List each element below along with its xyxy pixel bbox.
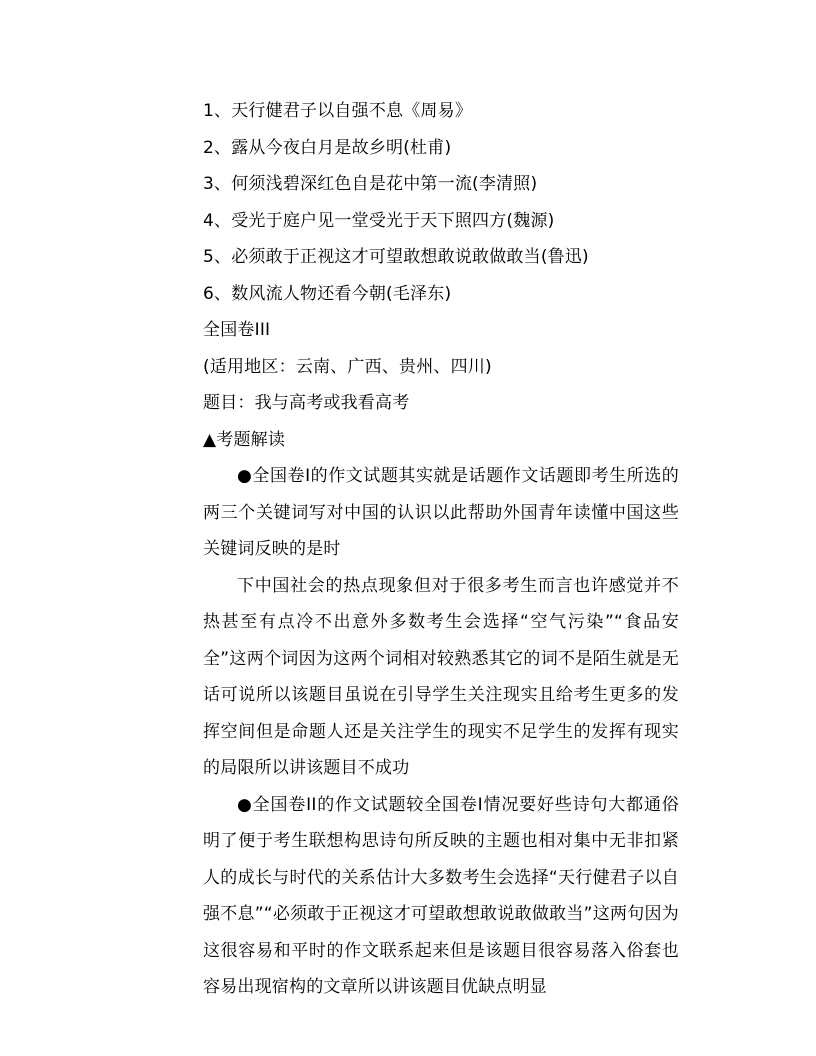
paragraph-3: ●全国卷II的作文试题较全国卷I情况要好些诗句大都通俗明了便于考生联想构思诗句所反映的主题也相对集中无非扣紧人的成长与时代的关系估计大多数考生会选择“天行健君子以自强不息”“必须敢于正视这才可望敢想敢说敢做敢当”这两句因为这很容易和平时的作文联系起来但是该题目很容易落入俗套也容易出现宿构的文章所以讲该题目优缺点明显: [203, 794, 679, 997]
section-heading: 全国卷III: [203, 320, 271, 340]
document-body: [203, 93, 679, 1006]
quote-line-2: 2、露从今夜白月是故乡明(杜甫): [203, 137, 452, 158]
paragraph-2: 下中国社会的热点现象但对于很多考生而言也许感觉并不热甚至有点冷不出意外多数考生会选择“空气污染”“食品安全”这两个词因为这两个词相对较熟悉其它的词不是陌生就是无话可说所以该题目虽说在引导学生关注现实且给考生更多的发挥空间但是命题人还是关注学生的现实不足学生的发挥有现实的局限所以讲该题目不成功: [203, 575, 679, 778]
quote-line-1: 1、天行健君子以自强不息《周易》: [203, 101, 473, 121]
interpretation-heading: ▲考题解读: [203, 429, 286, 450]
applicable-regions: (适用地区：云南、广西、贵州、四川): [203, 356, 492, 377]
essay-topic: 题目：我与高考或我看高考: [203, 393, 410, 413]
quote-line-5: 5、必须敢于正视这才可望敢想敢说敢做敢当(鲁迅): [203, 247, 589, 267]
paragraph-1: ●全国卷I的作文试题其实就是话题作文话题即考生所选的两三个关键词写对中国的认识以此帮助外国青年读懂中国这些关键词反映的是时: [203, 466, 679, 559]
quote-line-6: 6、数风流人物还看今朝(毛泽东): [203, 283, 452, 304]
quote-line-3: 3、何须浅碧深红色自是花中第一流(李清照): [203, 174, 538, 194]
quote-line-4: 4、受光于庭户见一堂受光于天下照四方(魏源): [203, 210, 555, 231]
